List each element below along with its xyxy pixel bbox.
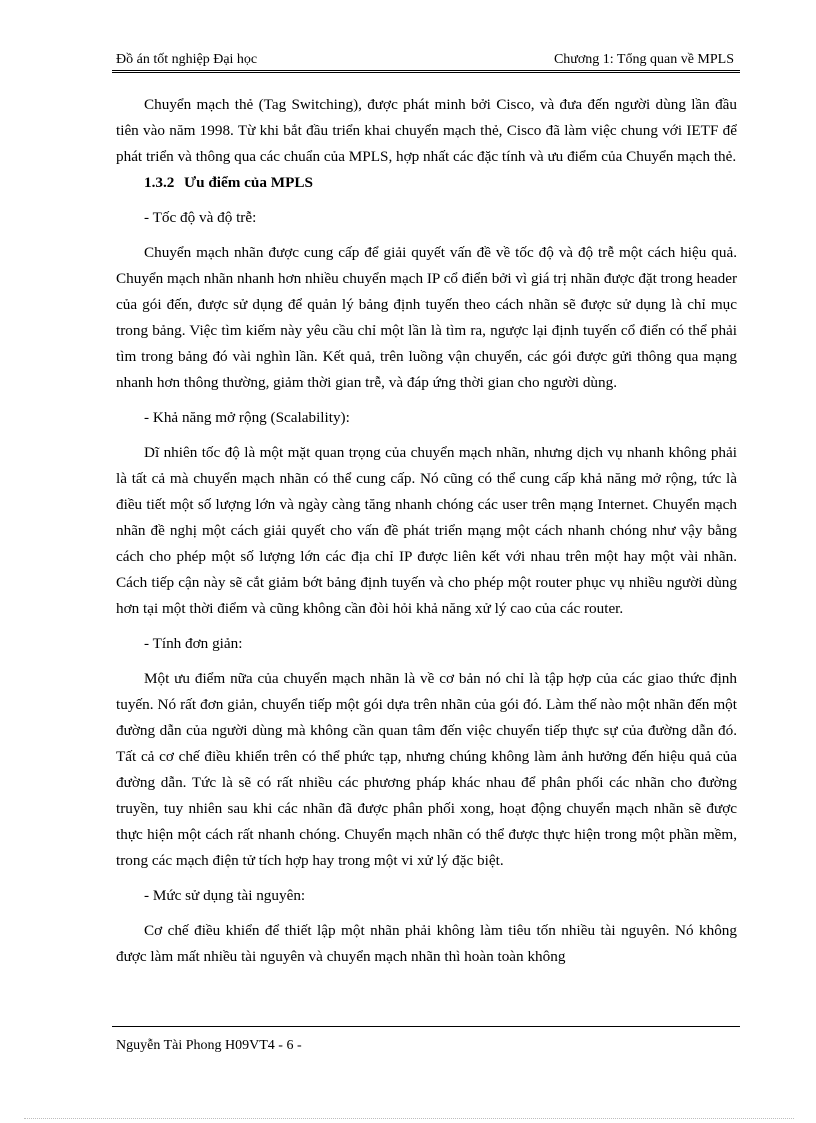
paragraph-resource-usage: Cơ chế điều khiển để thiết lập một nhãn phải không làm tiêu tốn nhiều tài nguyên. Nó không được làm mất nhiều tài nguyên và chuyển mạch nhãn thì hoàn toàn không <box>116 922 737 965</box>
bullet-scalability: - Khả năng mở rộng (Scalability): <box>144 409 350 426</box>
page-footer: Nguyễn Tài Phong H09VT4 - 6 - <box>116 1038 302 1053</box>
paragraph-scalability: Dĩ nhiên tốc độ là một mặt quan trọng của chuyển mạch nhãn, nhưng dịch vụ nhanh không phải là tất cả mà chuyển mạch nhãn có thể cung cấp. Nó cũng có thể cung cấp khả năng mở rộng, tức là điều tiết một số lượng lớn và ngày càng tăng nhanh chóng các user trên mạng Internet. Chuyển mạch nhãn đề nghị một cách giải quyết cho vấn đề phát triển mạng một cách nhanh chóng như vậy bằng cách cho phép một số lượng lớn các địa chỉ IP được liên kết với nhau trên một hay một vài nhãn. Cách tiếp cận này sẽ cắt giảm bớt bảng định tuyến và cho phép một router phục vụ nhiều người dùng hơn tại một thời điểm và cũng không cần đòi hỏi khả năng xử lý cao của các router. <box>116 444 737 617</box>
page-header <box>112 50 740 70</box>
bullet-speed-latency: - Tốc độ và độ trễ: <box>144 209 257 226</box>
section-title: Ưu điểm của MPLS <box>184 174 313 191</box>
paragraph-simplicity: Một ưu điểm nữa của chuyển mạch nhãn là về cơ bản nó chỉ là tập hợp của các giao thức định tuyến. Nó rất đơn giản, chuyển tiếp một gói dựa trên nhãn của gói đó. Làm thế nào một nhãn đến một đường dẫn của người dùng mà không cần quan tâm đến việc chuyển tiếp thực sự của đường dẫn đó. Tất cả cơ chế điều khiển trên có thể phức tạp, nhưng chúng không làm ảnh hưởng đến hiệu quả của đường dẫn. Tức là sẽ có rất nhiều các phương pháp khác nhau để phân phối các nhãn cho đường truyền, tuy nhiên sau khi các nhãn đã được phân phối xong, hoạt động chuyển mạch nhãn sẽ được thực hiện một cách rất nhanh chóng. Chuyển mạch nhãn có thể được thực hiện trong một phần mềm, trong các mạch điện tử tích hợp hay trong một vi xử lý đặc biệt. <box>116 670 737 869</box>
paragraph-speed-latency: Chuyển mạch nhãn được cung cấp để giải quyết vấn đề về tốc độ và độ trễ một cách hiệu quả. Chuyển mạch nhãn nhanh hơn nhiều chuyển mạch IP cổ điển bởi vì giá trị nhãn được đặt trong header của gói đến, được sử dụng để quản lý bảng định tuyến theo cách nhãn sẽ được sử dụng là chỉ mục trong bảng. Việc tìm kiếm này yêu cầu chỉ một lần là tìm ra, ngược lại định tuyến cổ điển có thể phải tìm trong bảng đó vài nghìn lần. Kết quả, trên luồng vận chuyển, các gói được gửi thông qua mạng nhanh hơn thông thường, giảm thời gian trễ, và đáp ứng thời gian cho người dùng. <box>116 244 737 391</box>
footer-divider <box>112 1026 740 1027</box>
intro-paragraph: Chuyển mạch thẻ (Tag Switching), được phát minh bởi Cisco, và đưa đến người dùng lần đầu tiên vào năm 1998. Từ khi bắt đầu triển khai chuyển mạch thẻ, Cisco đã làm việc chung với IETF để phát triển và thông qua các chuẩn của MPLS, hợp nhất các đặc tính và ưu điểm của Chuyển mạch thẻ. <box>116 96 737 165</box>
header-chapter-title: Chương 1: Tổng quan về MPLS <box>553 52 734 67</box>
bullet-simplicity: - Tính đơn giản: <box>144 635 243 652</box>
section-heading <box>116 170 737 196</box>
bullet-resource-usage: - Mức sử dụng tài nguyên: <box>144 887 306 904</box>
section-number: 1.3.2 <box>144 174 175 191</box>
page-edge-line <box>24 1118 794 1119</box>
header-divider <box>112 70 740 73</box>
page-body <box>116 92 737 970</box>
header-document-title: Đồ án tốt nghiệp Đại học <box>116 52 258 67</box>
